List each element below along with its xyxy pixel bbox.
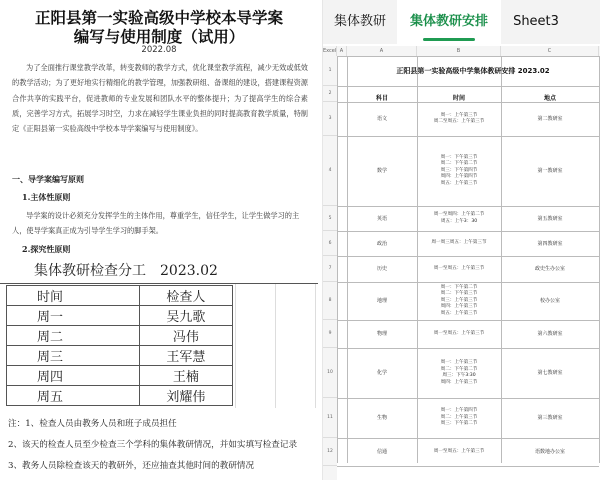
time-cell[interactable] <box>417 285 501 318</box>
location-cell[interactable]: 第七教研室 <box>537 370 563 376</box>
time-line: 周三：上午第三节 <box>440 297 478 303</box>
time-line: 周二至周五：上午第三节 <box>433 119 485 124</box>
row-number[interactable]: 8 <box>323 282 337 320</box>
subsection-heading: 2.探究性原则 <box>22 244 71 254</box>
time-cell[interactable] <box>417 266 501 273</box>
grid-line <box>337 348 599 349</box>
table-cell: 周二 <box>7 326 140 346</box>
row-number[interactable]: 10 <box>323 348 337 398</box>
sheet-tab-research-schedule[interactable]: 集体教研安排 <box>397 0 501 44</box>
grid-line <box>235 284 236 408</box>
column-header-bar <box>323 46 600 56</box>
grid-line <box>337 56 338 463</box>
sheet-tab-collective-research[interactable]: 集体教研 <box>333 14 386 29</box>
table-row <box>7 326 233 346</box>
row-number[interactable]: 12 <box>323 438 337 466</box>
location-cell[interactable]: 第三教研室 <box>537 415 563 421</box>
grid-line <box>337 282 599 283</box>
inspection-table <box>6 285 233 406</box>
table-cell: 周四 <box>7 366 140 386</box>
location-cell[interactable]: 第二教研室 <box>537 116 563 122</box>
subject-cell[interactable]: 语文 <box>376 116 387 122</box>
time-cell[interactable] <box>417 360 501 386</box>
subject-cell[interactable]: 物理 <box>376 331 387 337</box>
note-line: 3、教务人员除检查该天的教研外，还应抽查其他时间的教研情况 <box>8 461 255 471</box>
note-line: 注：1、检查人员由教务人员和班子成员担任 <box>8 419 177 429</box>
time-line: 周四：上午第三节 <box>440 379 478 385</box>
time-cell[interactable] <box>417 240 501 247</box>
location-cell[interactable]: 第四教研室 <box>537 240 563 247</box>
time-line: 周一：上午第三节 <box>440 112 478 118</box>
location-cell[interactable]: 第六教研室 <box>537 331 563 337</box>
time-cell[interactable] <box>417 113 501 126</box>
row-number[interactable]: 11 <box>323 398 337 438</box>
table-cell: 冯伟 <box>139 326 232 346</box>
time-cell[interactable] <box>417 331 501 338</box>
location-cell[interactable]: 第五教研室 <box>537 215 563 222</box>
note-line: 2、该天的检查人员至少检查三个学科的集体教研情况，并如实填写检查记录 <box>8 440 298 450</box>
time-line: 周二：下午第二节 <box>440 366 478 372</box>
time-line: 周四：上午第四节 <box>440 174 478 180</box>
table-row <box>7 346 233 366</box>
corner-cell[interactable]: Excel <box>323 48 337 54</box>
time-line: 周一至周四：上午第二节 <box>433 212 485 217</box>
header-cell-time[interactable]: 时间 <box>452 95 465 102</box>
table-row <box>7 386 233 406</box>
grid-line <box>337 102 599 103</box>
subject-cell[interactable]: 化学 <box>376 370 387 376</box>
subject-cell[interactable]: 英语 <box>376 215 387 222</box>
grid-line <box>337 231 599 232</box>
grid-line <box>337 438 599 439</box>
location-cell[interactable]: 政史生办公室 <box>534 266 565 272</box>
column-header[interactable]: A <box>337 46 347 56</box>
grid-line <box>337 256 599 257</box>
inspection-title: 集体教研检查分工 2023.02 <box>0 258 318 284</box>
time-cell[interactable] <box>417 449 501 456</box>
time-line: 周一至周五：上午第三节 <box>433 330 485 336</box>
table-cell: 周一 <box>7 306 140 326</box>
document-paragraph: 导学案的设计必须充分发挥学生的主体作用，尊重学生，信任学生，让学生做学习的主人，使导学案真正成为引导学生学习的脚手架。 <box>12 211 300 235</box>
table-cell: 吴九歌 <box>139 306 232 326</box>
subsection-heading: 1.主体性原则 <box>22 192 71 202</box>
subject-cell[interactable]: 地理 <box>376 298 387 304</box>
time-line: 周一：下午第三节 <box>440 154 478 160</box>
column-header[interactable]: A <box>347 46 417 56</box>
row-header-bar <box>323 56 337 480</box>
table-header-cell: 检查人 <box>139 286 232 306</box>
subject-cell[interactable]: 历史 <box>376 266 387 272</box>
time-line: 周一：上午第四节 <box>440 408 478 414</box>
column-header[interactable]: C <box>501 46 599 56</box>
table-cell: 周五 <box>7 386 140 406</box>
subject-cell[interactable]: 信通 <box>376 449 387 455</box>
row-number[interactable]: 2 <box>323 86 337 102</box>
time-line: 周一：下午第二节 <box>440 284 478 290</box>
sheet-tab-bar <box>323 0 600 44</box>
row-number[interactable]: 5 <box>323 206 337 231</box>
grid-line <box>337 56 599 57</box>
row-number[interactable]: 1 <box>323 56 337 86</box>
table-row <box>7 306 233 326</box>
notes-section <box>8 414 318 477</box>
row-number[interactable]: 6 <box>323 231 337 256</box>
active-tab-indicator <box>423 38 475 41</box>
time-line: 周一至周五：上午第三节 <box>433 265 485 271</box>
time-cell[interactable] <box>417 212 501 225</box>
spreadsheet-panel <box>322 0 600 480</box>
time-line: 周五：上午第三节 <box>440 310 478 316</box>
time-line: 周二：下午第三节 <box>440 291 478 297</box>
sheet-title-cell[interactable]: 正阳县第一实验高级中学集体教研安排 2023.02 <box>396 67 550 75</box>
time-line: 周三：下午3:30 <box>442 373 476 378</box>
section-heading: 一、导学案编写原则 <box>12 174 84 184</box>
table-cell: 王军慧 <box>139 346 232 366</box>
time-line: 周五：上午3：30 <box>440 218 478 224</box>
time-cell[interactable] <box>417 408 501 428</box>
row-number[interactable]: 3 <box>323 102 337 136</box>
time-line: 周三：下午第四节 <box>440 167 478 173</box>
table-header-cell: 时间 <box>7 286 140 306</box>
grid-line <box>337 320 599 321</box>
time-cell[interactable] <box>417 155 501 188</box>
table-cell: 刘耀伟 <box>139 386 232 406</box>
location-cell[interactable]: 语数地办公室 <box>534 449 565 455</box>
location-cell[interactable]: 校办公室 <box>539 298 560 304</box>
document-subtitle: 编写与使用制度（试用） <box>73 27 245 46</box>
row-number[interactable]: 9 <box>323 320 337 348</box>
sheet-tab-sheet3[interactable]: Sheet3 <box>513 14 559 29</box>
document-intro-paragraph: 为了全面推行课堂教学改革，转变教师的教学方式，优化课堂教学流程，减少无效或低效的教学活动；为了更好地实行精细化的教学管理，加强教研组、备课组的建设，搭建课程资源合作共享的实践平台，促进教师的专业发展和团队水平的整体提升；为了提高学生的综合素质，完善学习方式，拓展学习时空，力求在减轻学生课业负担的同时提高教育教学质量，特制定《正阳县第一实验高级中学校本导学案编写与使用制度》。 <box>12 63 308 134</box>
header-cell-location[interactable]: 地点 <box>543 95 556 102</box>
time-line: 周一至周五：上午第三节 <box>433 448 485 454</box>
time-line: 周二：下午第二节 <box>440 161 478 167</box>
table-cell: 王楠 <box>139 366 232 386</box>
time-line: 周五：上午第三节 <box>440 180 478 186</box>
grid-line <box>315 284 316 408</box>
header-cell-subject[interactable]: 科目 <box>375 95 388 102</box>
time-line: 周二：上午第三节 <box>440 414 478 420</box>
time-line: 周一周三周五：上午第三节 <box>431 240 487 246</box>
table-row <box>7 286 233 306</box>
row-number[interactable]: 4 <box>323 136 337 206</box>
location-cell[interactable]: 第一教研室 <box>537 168 563 174</box>
row-number[interactable]: 7 <box>323 256 337 282</box>
column-header[interactable]: B <box>417 46 501 56</box>
grid-line <box>337 86 599 87</box>
subject-cell[interactable]: 政治 <box>376 240 387 247</box>
grid-line <box>337 206 599 207</box>
time-line: 周三：下午第二节 <box>440 421 478 427</box>
grid-line <box>337 136 599 137</box>
grid-line <box>275 284 276 408</box>
document-title: 正阳县第一实验高级中学校本导学案 <box>34 8 283 27</box>
table-row <box>7 366 233 386</box>
subject-cell[interactable]: 数学 <box>376 168 387 174</box>
time-line: 周四：上午第三节 <box>440 304 478 310</box>
table-cell: 周三 <box>7 346 140 366</box>
time-line: 周一：上午第三节 <box>440 360 478 365</box>
grid-line <box>337 398 599 399</box>
document-date: 2022.08 <box>141 45 177 55</box>
grid-line <box>337 466 599 467</box>
inspection-table-image <box>0 258 318 408</box>
subject-cell[interactable]: 生物 <box>376 415 387 421</box>
